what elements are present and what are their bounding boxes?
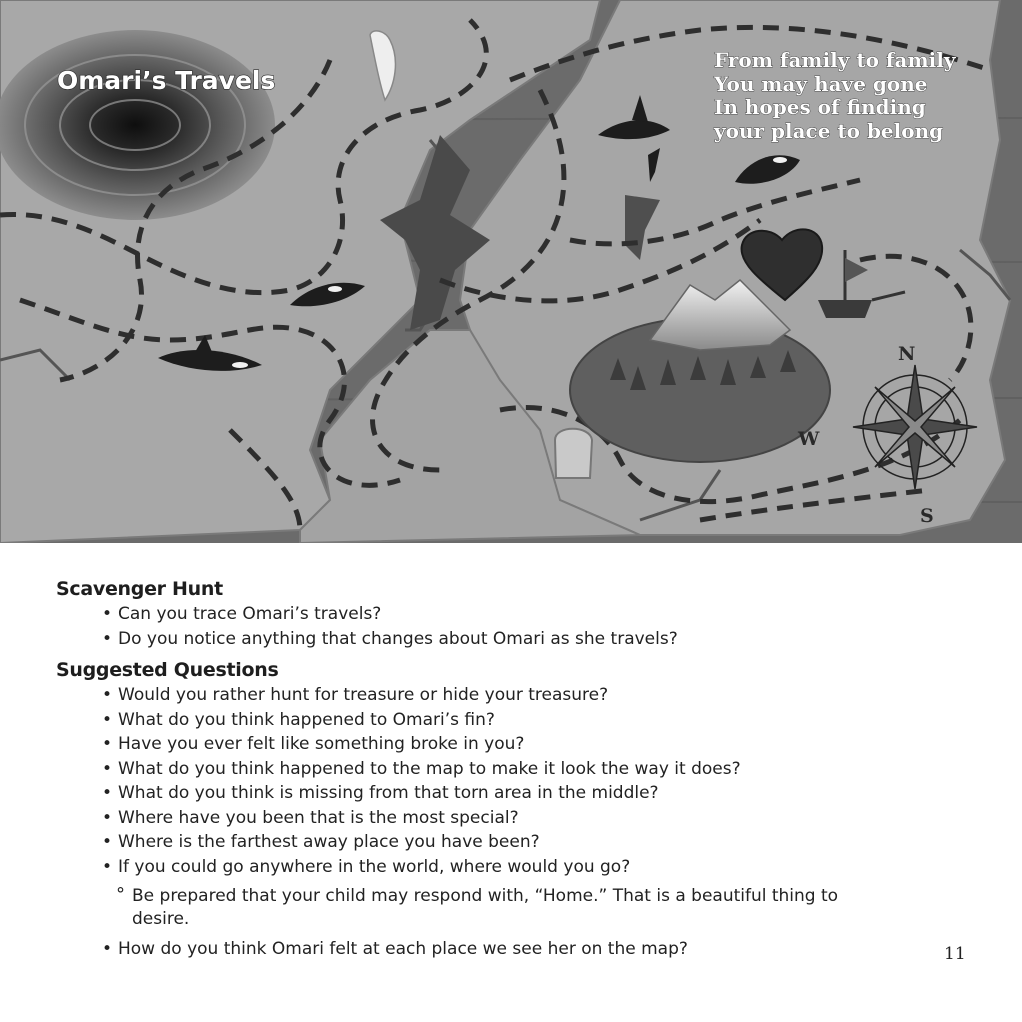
poem-line-4: your place to belong — [714, 119, 944, 143]
whirlpool — [0, 30, 275, 220]
poem-line-2: You may have gone — [714, 72, 928, 96]
sub-list-item: ° Be prepared that your child may respond with, “Home.” That is a beautiful thing to desire. — [116, 885, 872, 931]
list-item: • How do you think Omari felt at each place we see her on the map? — [102, 937, 956, 962]
compass-north-label: N — [898, 343, 916, 365]
list-item: • If you could go anywhere in the world, where would you go? — [102, 855, 956, 880]
list-item: • Where have you been that is the most special? — [102, 806, 956, 831]
list-item: • Can you trace Omari’s travels? — [102, 602, 956, 627]
suggested-questions-heading: Suggested Questions — [56, 659, 279, 681]
suggested-questions-list — [56, 683, 956, 879]
compass-west-label: W — [798, 428, 820, 450]
discussion-guide — [56, 576, 956, 968]
list-item: • Do you notice anything that changes about Omari as she travels? — [102, 627, 956, 652]
scavenger-hunt-list — [56, 602, 956, 651]
list-item: • What do you think happened to Omari’s fin? — [102, 708, 956, 733]
list-item: • What do you think is missing from that torn area in the middle? — [102, 781, 956, 806]
list-item: • Where is the farthest away place you have been? — [102, 830, 956, 855]
suggested-questions-list-continued — [56, 937, 956, 962]
map-title: Omari’s Travels — [57, 66, 276, 95]
page-number: 11 — [944, 944, 966, 964]
compass-south-label: S — [920, 505, 934, 527]
sub-list — [56, 885, 956, 931]
poem-line-1: From family to family — [714, 48, 956, 72]
scavenger-hunt-heading: Scavenger Hunt — [56, 578, 223, 600]
milk-jug-figure — [555, 429, 592, 478]
poem-line-3: In hopes of finding — [714, 95, 926, 119]
list-item: • Would you rather hunt for treasure or hide your treasure? — [102, 683, 956, 708]
list-item: • Have you ever felt like something broke in you? — [102, 732, 956, 757]
list-item: • What do you think happened to the map to make it look the way it does? — [102, 757, 956, 782]
